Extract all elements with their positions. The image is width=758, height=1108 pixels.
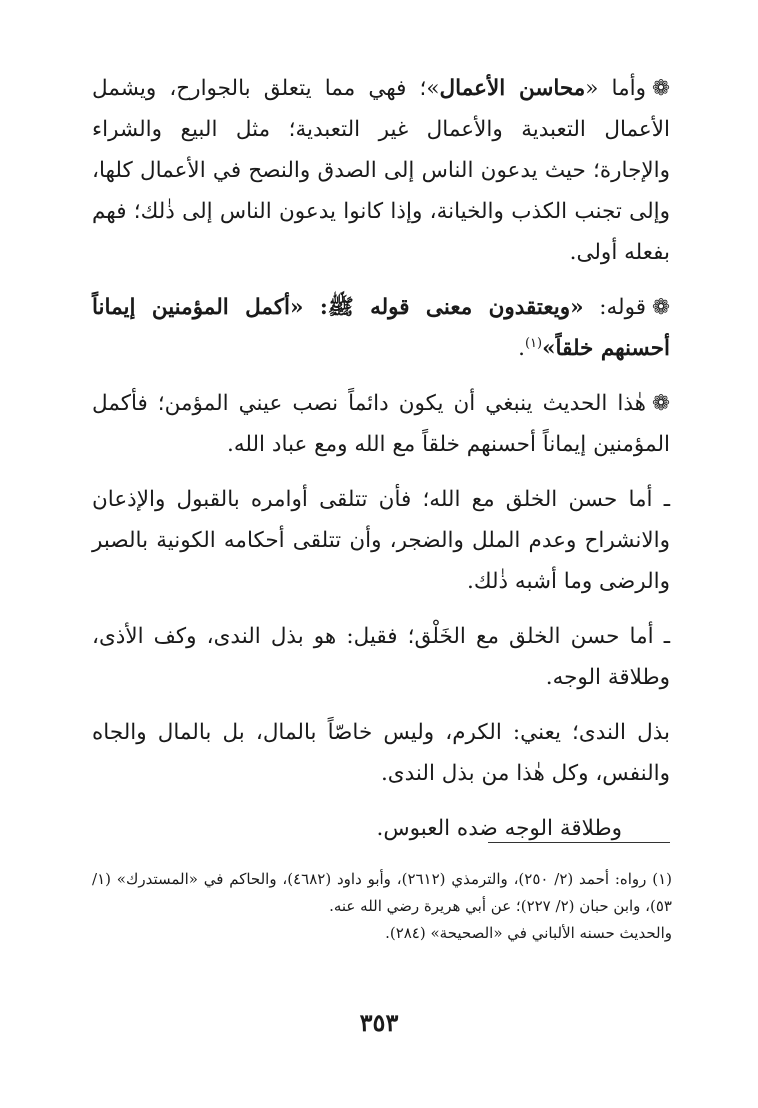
paragraph-badhl-alnada <box>92 712 670 794</box>
paragraph-body: ـ أما حسن الخلق مع الخَلْق؛ فقيل: هو بذل الندى، وكف الأذى، وطلاقة الوجه. <box>92 624 670 690</box>
footnote-marker: (١) <box>524 335 543 351</box>
paragraph-body: وطلاقة الوجه ضده العبوس. <box>376 816 622 841</box>
footnote-1-continued: والحديث حسنه الألباني في «الصحيحة» (٢٨٤). <box>385 924 672 942</box>
footnote-1: (١) رواه: أحمد (٢/ ٢٥٠)، والترمذي (٢٦١٢)، وأبو داود (٤٦٨٢)، والحاكم في «المستدرك» (١/ ٥٣)، وابن حبان (٢/ ٢٢٧)؛ عن أبي هريرة رضي الله عنه. <box>92 870 673 915</box>
footnotes <box>92 866 672 947</box>
paragraph-khuluq-with-people <box>92 616 670 698</box>
main-text <box>92 68 670 863</box>
paragraph-mahasin-alamal <box>92 68 670 273</box>
flower-bullet-icon: ❁ <box>651 295 670 320</box>
bold-term: محاسن الأعمال <box>439 76 586 101</box>
paragraph-end: . <box>518 336 525 361</box>
paragraph-body: بذل الندى؛ يعني: الكرم، وليس خاصّاً بالمال، بل بالمال والجاه والنفس، وكل هٰذا من بذل الندى. <box>92 720 670 786</box>
hadith-text: «ويعتقدون معنى قوله ﷺ: «أكمل المؤمنين إيماناً أحسنهم خلقاً» <box>92 295 670 361</box>
paragraph-lead: قوله: <box>583 295 646 320</box>
paragraph-khuluq-with-allah <box>92 479 670 602</box>
paragraph-hadith-quote <box>92 287 670 369</box>
page-number: ٣٥٣ <box>359 1008 399 1037</box>
paragraph-lead: وأما « <box>585 76 646 101</box>
flower-bullet-icon: ❁ <box>651 391 670 416</box>
paragraph-hadith-explanation <box>92 383 670 465</box>
footnote-divider <box>488 842 670 843</box>
paragraph-body: ـ أما حسن الخلق مع الله؛ فأن تتلقى أوامره بالقبول والإذعان والانشراح وعدم الملل والضجر، وأن تتلقى أحكامه الكونية بالصبر والرضى وما أشبه ذٰلك. <box>92 487 670 594</box>
paragraph-body: هٰذا الحديث ينبغي أن يكون دائماً نصب عيني المؤمن؛ فأكمل المؤمنين إيماناً أحسنهم خلقاً مع الله ومع عباد الله. <box>92 391 670 457</box>
paragraph-body: »؛ فهي مما يتعلق بالجوارح، ويشمل الأعمال التعبدية والأعمال غير التعبدية؛ مثل البيع والشراء والإجارة؛ حيث يدعون الناس إلى الصدق والنصح في الأعمال كلها، وإلى تجنب الكذب والخيانة، وإذا كانوا يدعون الناس إلى ذٰلك؛ فهم بفعله أولى. <box>92 76 670 265</box>
flower-bullet-icon: ❁ <box>651 76 670 101</box>
